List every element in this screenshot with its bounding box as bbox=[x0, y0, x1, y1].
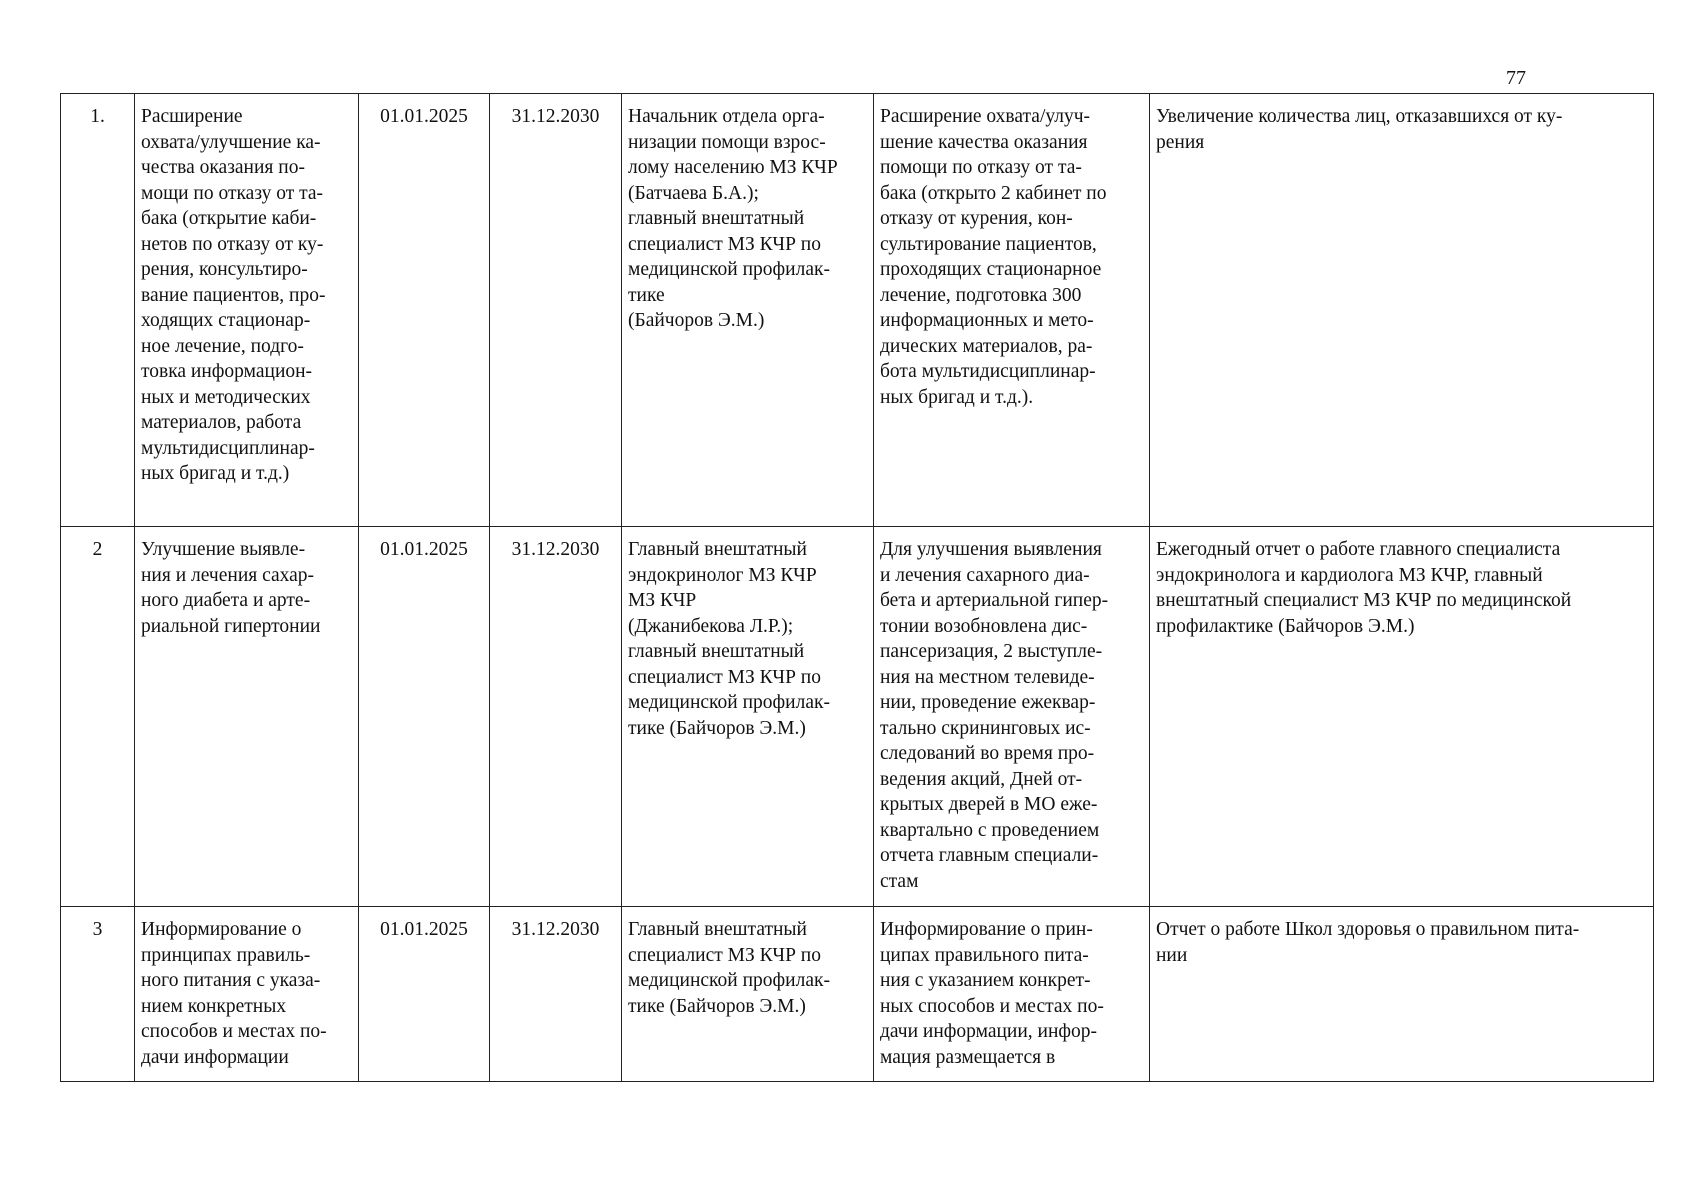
control-cell: Отчет о работе Школ здоровья о правильном пита- нии bbox=[1150, 907, 1654, 1082]
row-number: 3 bbox=[61, 907, 135, 1082]
page-number: 77 bbox=[1506, 67, 1526, 89]
end-date-cell: 31.12.2030 bbox=[490, 907, 622, 1082]
measures-table bbox=[60, 93, 1654, 1082]
activity-cell: Улучшение выявле- ния и лечения сахар- ного диабета и арте- риальной гипертонии bbox=[135, 527, 359, 907]
responsible-cell: Главный внештатный специалист МЗ КЧР по медицинской профилак- тике (Байчоров Э.М.) bbox=[622, 907, 874, 1082]
result-cell: Расширение охвата/улуч- шение качества оказания помощи по отказу от та- бака (открыто 2 кабинет по отказу от курения, кон- сультирование пациентов, проходящих стационарное лечение, подготовка 300 информационных и мето- дических материалов, ра- бота мультидисциплинар- ных бригад и т.д.). bbox=[874, 94, 1150, 527]
row-number: 2 bbox=[61, 527, 135, 907]
activity-cell: Расширение охвата/улучшение ка- чества оказания по- мощи по отказу от та- бака (открытие каби- нетов по отказу от ку- рения, консультиро- вание пациентов, про- ходящих стационар- ное лечение, подго- товка информацион- ных и методических материалов, работа мультидисциплинар- ных бригад и т.д.) bbox=[135, 94, 359, 527]
result-cell: Для улучшения выявления и лечения сахарного диа- бета и артериальной гипер- тонии возобновлена дис- пансеризация, 2 выступле- ния на местном телевиде- нии, проведение ежеквар- тально скрининговых ис- следований во время про- ведения акций, Дней от- крытых дверей в МО еже- квартально с проведением отчета главным специали- стам bbox=[874, 527, 1150, 907]
end-date-cell: 31.12.2030 bbox=[490, 527, 622, 907]
control-cell: Ежегодный отчет о работе главного специалиста эндокринолога и кардиолога МЗ КЧР, главный внештатный специалист МЗ КЧР по медицинской профилактике (Байчоров Э.М.) bbox=[1150, 527, 1654, 907]
end-date-cell: 31.12.2030 bbox=[490, 94, 622, 527]
table-row bbox=[61, 527, 1654, 907]
responsible-cell: Главный внештатный эндокринолог МЗ КЧР МЗ КЧР (Джанибекова Л.Р.); главный внештатный специалист МЗ КЧР по медицинской профилак- тике (Байчоров Э.М.) bbox=[622, 527, 874, 907]
start-date-cell: 01.01.2025 bbox=[359, 527, 490, 907]
start-date-cell: 01.01.2025 bbox=[359, 907, 490, 1082]
control-cell: Увеличение количества лиц, отказавшихся от ку- рения bbox=[1150, 94, 1654, 527]
table-row bbox=[61, 907, 1654, 1082]
row-number: 1. bbox=[61, 94, 135, 527]
responsible-cell: Начальник отдела орга- низации помощи взрос- лому населению МЗ КЧР (Батчаева Б.А.); главный внештатный специалист МЗ КЧР по медицинской профилак- тике (Байчоров Э.М.) bbox=[622, 94, 874, 527]
activity-cell: Информирование о принципах правиль- ного питания с указа- нием конкретных способов и местах по- дачи информации bbox=[135, 907, 359, 1082]
result-cell: Информирование о прин- ципах правильного пита- ния с указанием конкрет- ных способов и местах по- дачи информации, инфор- мация размещается в bbox=[874, 907, 1150, 1082]
start-date-cell: 01.01.2025 bbox=[359, 94, 490, 527]
table-row bbox=[61, 94, 1654, 527]
